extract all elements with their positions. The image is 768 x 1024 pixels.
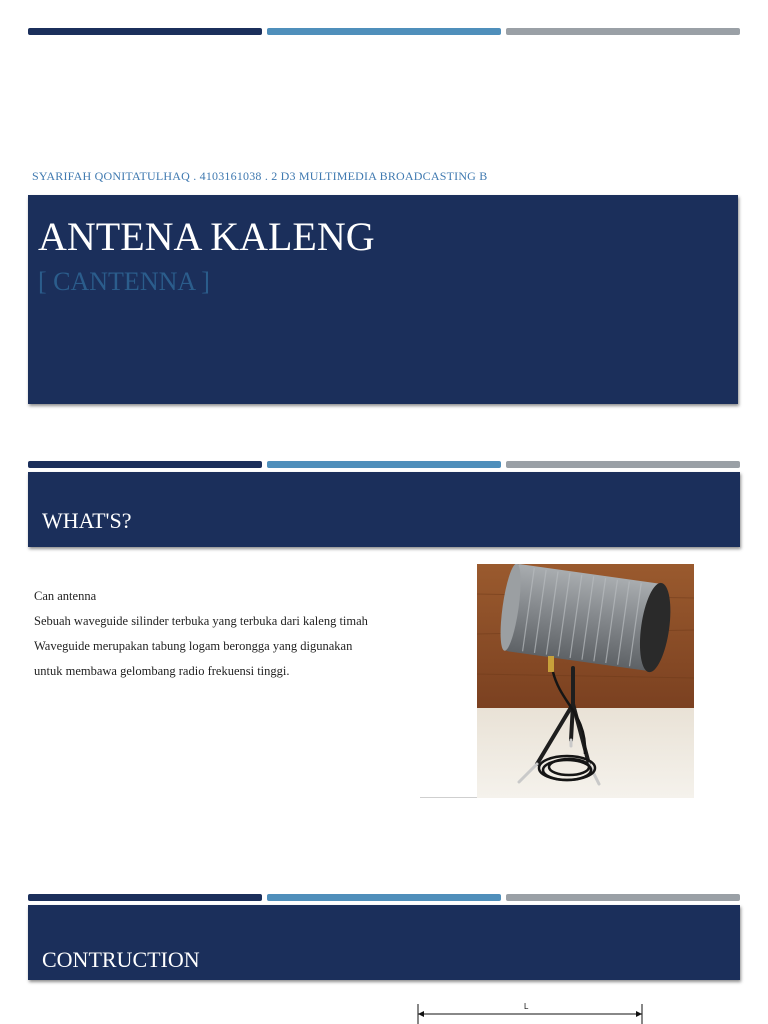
accent-bar-blue: [267, 461, 501, 468]
accent-bar-gray: [506, 28, 740, 35]
body-line: untuk membawa gelombang radio frekuensi tinggi.: [34, 664, 290, 678]
whats-heading: WHAT'S?: [42, 508, 132, 533]
accent-bar-blue: [267, 894, 501, 901]
cantenna-photo: [477, 564, 694, 798]
accent-bar-blue: [267, 28, 501, 35]
slide-title: ANTENA KALENG: [38, 214, 375, 259]
author-line: SYARIFAH QONITATULHAQ . 4103161038 . 2 D3 MULTIMEDIA BROADCASTING B: [32, 169, 488, 183]
dimension-diagram: [410, 998, 660, 1024]
slide-subtitle: [ CANTENNA ]: [38, 267, 210, 296]
construction-heading: CONTRUCTION: [42, 947, 200, 972]
accent-bar-navy: [28, 461, 262, 468]
body-line: Sebuah waveguide silinder terbuka yang terbuka dari kaleng timah: [34, 614, 368, 628]
slide2-accent-bars: [28, 461, 740, 468]
accent-bar-navy: [28, 28, 262, 35]
whats-header: [28, 472, 740, 547]
accent-bar-gray: [506, 461, 740, 468]
slide3-accent-bars: [28, 894, 740, 901]
title-box: [28, 195, 738, 404]
photo-edge-line: [420, 797, 477, 798]
accent-bar-navy: [28, 894, 262, 901]
construction-header: [28, 905, 740, 980]
accent-bar-gray: [506, 894, 740, 901]
whats-body: [34, 584, 434, 684]
top-accent-bars: [28, 28, 740, 35]
body-line: Can antenna: [34, 589, 97, 603]
dimension-label: L: [524, 1002, 529, 1011]
body-line: Waveguide merupakan tabung logam berongga yang digunakan: [34, 639, 353, 653]
